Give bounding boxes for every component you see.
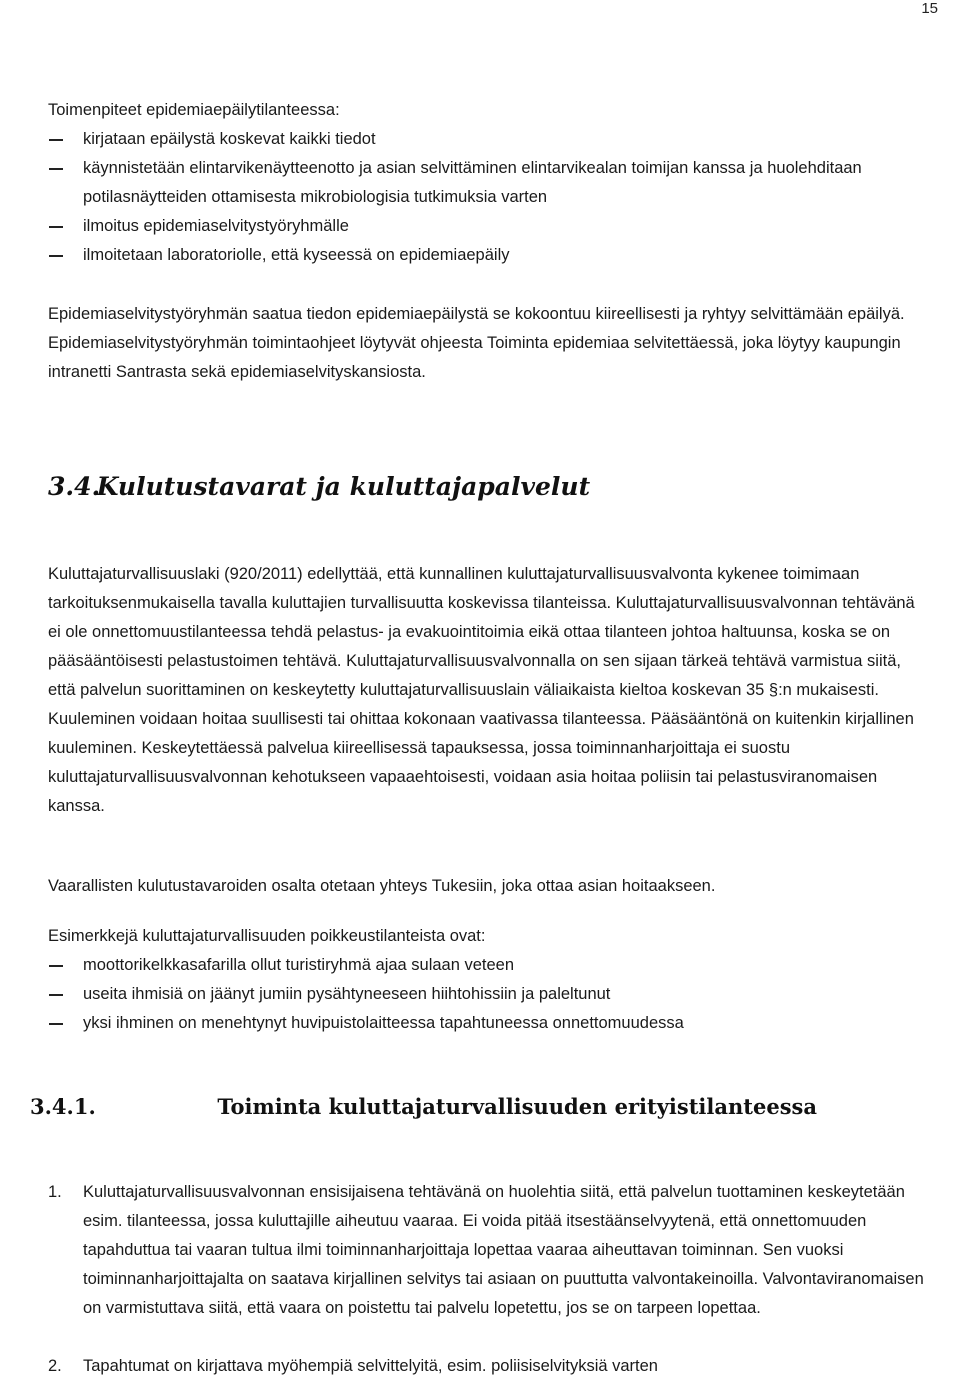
item-number: 1. bbox=[48, 1183, 62, 1201]
procedure-list-block bbox=[48, 1178, 928, 1381]
section-heading-3-4 bbox=[48, 472, 590, 501]
measures-list bbox=[48, 125, 928, 270]
list-item: moottorikelkkasafarilla ollut turistiryhmä ajaa sulaan veteen bbox=[48, 951, 928, 980]
list-item: useita ihmisiä on jäänyt jumiin pysähtyneeseen hiihtohissiin ja paleltunut bbox=[48, 980, 928, 1009]
hazard-note: Vaarallisten kulutustavaroiden osalta otetaan yhteys Tukesiin, joka ottaa asian hoitaakseen. bbox=[48, 877, 716, 895]
list-item: käynnistetään elintarvikenäytteenotto ja asian selvittäminen elintarvikealan toimijan kanssa ja huolehditaan potilasnäytteiden ottamisesta mikrobiologisia tutkimuksia varten bbox=[48, 154, 928, 212]
section-number: 3.4. bbox=[48, 472, 101, 501]
section-title: Kulutustavarat ja kuluttajapalvelut bbox=[96, 472, 591, 501]
item-text: Kuluttajaturvallisuusvalvonnan ensisijaisena tehtävänä on huolehtia siitä, että palvelun tuottaminen keskeytetään esim. tilanteessa, jossa kuluttajille aiheutuu vaaraa. Ei voida pitää itsestäänselvyytenä, että onnettomuuden tapahduttua tai vaaran tultua ilmi toiminnanharjoittaja lopettaa vaaraa aiheuttavan toiminnan. Sen vuoksi toiminnanharjoittajalta on saatava kirjallinen selvitys tai asiaan on puuttutta valvontakeinoilla. Valvontaviranomaisen on varmistuttava siitä, että vaara on poistettu tai palvelu lopetettu, jos se on tarpeen lopettaa. bbox=[83, 1183, 924, 1317]
list-item: yksi ihminen on menehtynyt huvipuistolaitteessa tapahtuneessa onnettomuudessa bbox=[48, 1009, 928, 1038]
epidemic-measures-section bbox=[48, 96, 928, 270]
examples-section bbox=[48, 922, 928, 1038]
consumer-safety-paragraph: Kuluttajaturvallisuuslaki (920/2011) edellyttää, että kunnallinen kuluttajaturvallisuusvalvonta kykenee toimimaan tarkoituksenmukaisella tavalla kuluttajien turvallisuutta koskevissa tilanteissa. Kuluttajaturvallisuusvalvonnan tehtävänä ei ole onnettomuustilanteessa tehdä pelastus- ja evakuointitoimia eikä ottaa tilanteen johtoa haltuunsa, koska se on pääsääntöisesti pelastustoimen tehtävä. Kuluttajaturvallisuusvalvonnalla on sen sijaan tärkeä tehtävä varmistua siitä, että palvelun suorittaminen on keskeytetty kuluttajaturvallisuuslain väliaikaista kieltoa koskevan 35 §:n mukaisesti. Kuuleminen voidaan hoitaa suullisesti tai ohittaa kokonaan vaativassa tilanteessa. Pääsääntönä on kuitenkin kirjallinen kuuleminen. Keskeytettäessä palvelua kiireellisessä tapauksessa, jossa toiminnanharjoittaja ei suostu kuluttajaturvallisuusvalvonnan kehotukseen vapaaehtoisesti, voidaan asia hoitaa poliisin tai pelastusviranomaisen kanssa. bbox=[48, 565, 915, 815]
working-group-paragraph: Epidemiaselvitystyöryhmän saatua tiedon epidemiaepäilystä se kokoontuu kiireellisesti ja ryhtyy selvittämään epäilyä. Epidemiaselvitystyöryhmän toimintaohjeet löytyvät ohjeesta Toiminta epidemiaa selvitettäessä, joka löytyy kaupungin intranetti Santrasta sekä epidemiaselvityskansiosta. bbox=[48, 305, 905, 381]
working-group-paragraph-block bbox=[48, 300, 928, 387]
consumer-safety-paragraph-block bbox=[48, 560, 928, 821]
hazard-note-block bbox=[48, 872, 928, 901]
procedure-list bbox=[48, 1178, 928, 1381]
list-item: kirjataan epäilystä koskevat kaikki tiedot bbox=[48, 125, 928, 154]
list-item bbox=[48, 1352, 928, 1381]
section-number: 3.4.1. bbox=[30, 1094, 96, 1119]
examples-heading: Esimerkkejä kuluttajaturvallisuuden poikkeustilanteista ovat: bbox=[48, 927, 486, 945]
section-title: Toiminta kuluttajaturvallisuuden erityistilanteessa bbox=[217, 1094, 817, 1119]
measures-heading: Toimenpiteet epidemiaepäilytilanteessa: bbox=[48, 101, 340, 119]
section-heading-3-4-1 bbox=[30, 1094, 817, 1119]
page-number: 15 bbox=[921, 0, 938, 17]
examples-list bbox=[48, 951, 928, 1038]
item-number: 2. bbox=[48, 1357, 62, 1375]
item-text: Tapahtumat on kirjattava myöhempiä selvittelyitä, esim. poliisiselvityksiä varten bbox=[83, 1357, 658, 1375]
list-item: ilmoitus epidemiaselvitystyöryhmälle bbox=[48, 212, 928, 241]
list-item bbox=[48, 1178, 928, 1323]
list-item: ilmoitetaan laboratoriolle, että kyseessä on epidemiaepäily bbox=[48, 241, 928, 270]
